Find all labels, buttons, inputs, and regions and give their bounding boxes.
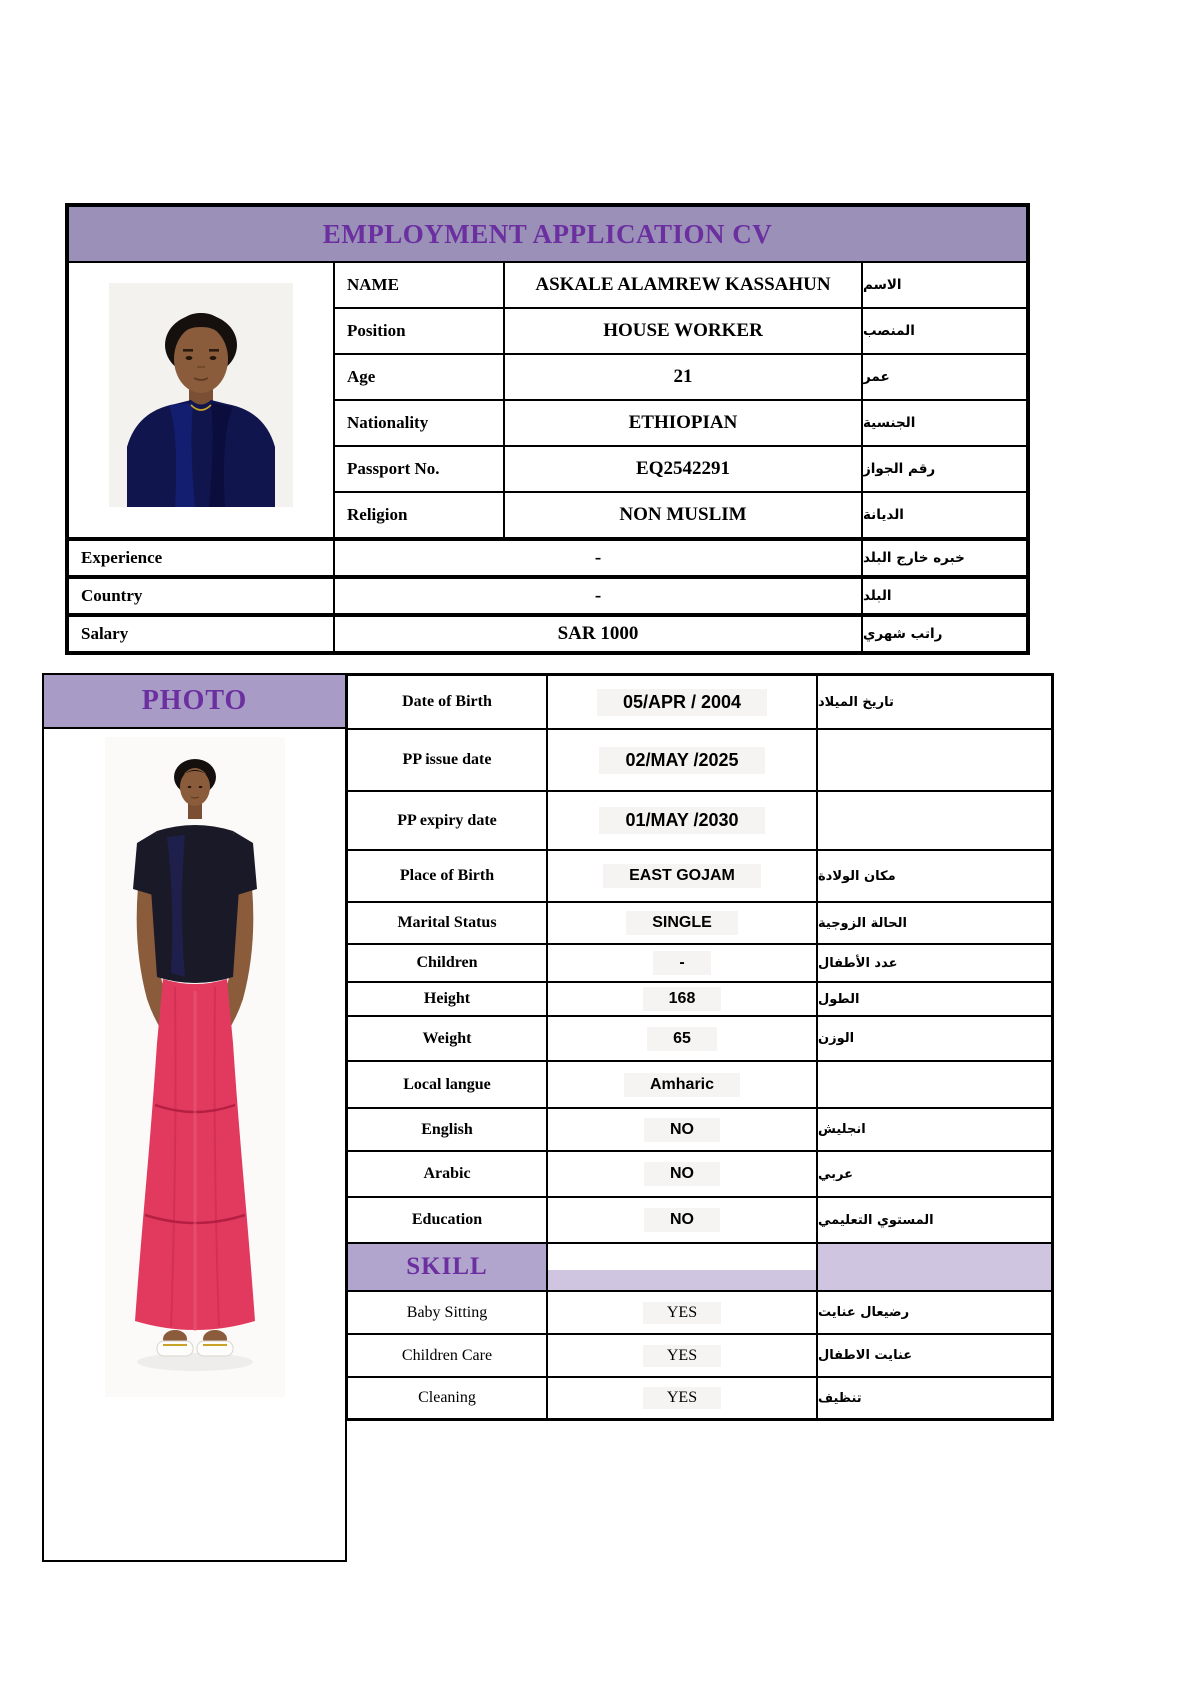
field-label-arabic: رقم الجواز <box>862 446 1027 492</box>
photo-column <box>42 673 347 1562</box>
top-table <box>65 203 1030 655</box>
skill-label: Cleaning <box>347 1377 547 1419</box>
field-label-arabic: المنصب <box>862 308 1027 354</box>
value-text: 168 <box>643 987 722 1011</box>
field-label: Height <box>347 982 547 1016</box>
skill-header-lavender-strip <box>548 1270 816 1290</box>
field-label: Children <box>347 944 547 982</box>
field-value <box>547 944 817 982</box>
field-label: Date of Birth <box>347 675 547 729</box>
field-label-arabic: المستوي التعليمي <box>817 1197 1052 1243</box>
applicant-headshot-photo <box>68 262 334 538</box>
value-text: SINGLE <box>626 911 738 935</box>
skill-value <box>547 1377 817 1419</box>
field-value <box>547 1108 817 1151</box>
headshot-illustration <box>109 283 293 507</box>
field-label-arabic: عربي <box>817 1151 1052 1197</box>
skill-label: Baby Sitting <box>347 1291 547 1334</box>
field-label: Nationality <box>334 400 504 446</box>
field-value <box>547 902 817 944</box>
field-label-arabic: مكان الولادة <box>817 850 1052 902</box>
field-value <box>547 791 817 850</box>
skill-label-arabic: عنايت الاطفال <box>817 1334 1052 1377</box>
field-value: ETHIOPIAN <box>504 400 862 446</box>
field-label: PP expiry date <box>347 791 547 850</box>
details-table <box>345 673 1054 1421</box>
field-label-arabic: عمر <box>862 354 1027 400</box>
skill-section-header: SKILL <box>347 1243 547 1291</box>
field-label-arabic: الطول <box>817 982 1052 1016</box>
skill-value <box>547 1291 817 1334</box>
field-label-arabic: تاريخ الميلاد <box>817 675 1052 729</box>
value-text: 02/MAY /2025 <box>599 747 764 774</box>
skill-label: Children Care <box>347 1334 547 1377</box>
field-label-arabic: الحالة الزوجية <box>817 902 1052 944</box>
field-label-arabic: راتب شهري <box>862 614 1027 652</box>
field-label-arabic: عدد الأطفال <box>817 944 1052 982</box>
skill-value <box>547 1334 817 1377</box>
field-label-arabic: انجليش <box>817 1108 1052 1151</box>
field-label-arabic: الديانة <box>862 492 1027 538</box>
field-label: Weight <box>347 1016 547 1061</box>
value-text: NO <box>644 1208 720 1232</box>
skill-label-arabic: تنظيف <box>817 1377 1052 1419</box>
field-value <box>547 1197 817 1243</box>
field-label: Education <box>347 1197 547 1243</box>
page-title: EMPLOYMENT APPLICATION CV <box>68 206 1027 262</box>
field-label-arabic: الاسم <box>862 262 1027 308</box>
field-label: Local langue <box>347 1061 547 1108</box>
field-value <box>547 1016 817 1061</box>
value-text: YES <box>643 1302 721 1324</box>
field-value <box>547 850 817 902</box>
value-text: NO <box>644 1118 720 1142</box>
field-value <box>547 729 817 791</box>
field-label: Age <box>334 354 504 400</box>
field-value: - <box>334 576 862 614</box>
value-text: EAST GOJAM <box>603 864 761 888</box>
fullbody-illustration <box>105 737 285 1397</box>
field-label: Experience <box>68 538 334 576</box>
field-label-arabic: خبره خارج البلد <box>862 538 1027 576</box>
value-text: 01/MAY /2030 <box>599 807 764 834</box>
field-label: Place of Birth <box>347 850 547 902</box>
value-text: YES <box>643 1387 721 1409</box>
field-label: Position <box>334 308 504 354</box>
field-label-arabic <box>817 729 1052 791</box>
skill-header-white-area <box>548 1244 816 1270</box>
field-value: ASKALE ALAMREW KASSAHUN <box>504 262 862 308</box>
field-label: NAME <box>334 262 504 308</box>
value-text: Amharic <box>624 1073 740 1097</box>
field-label-arabic: البلد <box>862 576 1027 614</box>
field-value: NON MUSLIM <box>504 492 862 538</box>
field-label: PP issue date <box>347 729 547 791</box>
field-value: SAR 1000 <box>334 614 862 652</box>
field-label: Passport No. <box>334 446 504 492</box>
field-label: Arabic <box>347 1151 547 1197</box>
value-text: 05/APR / 2004 <box>597 689 767 716</box>
field-label: Salary <box>68 614 334 652</box>
field-value <box>547 1151 817 1197</box>
field-value <box>547 675 817 729</box>
field-value: - <box>334 538 862 576</box>
value-text: NO <box>644 1162 720 1186</box>
value-text: 65 <box>647 1027 717 1051</box>
skill-header-middle-cell <box>547 1243 817 1291</box>
applicant-fullbody-photo <box>44 729 345 1397</box>
field-label-arabic: الجنسية <box>862 400 1027 446</box>
field-value <box>547 1061 817 1108</box>
field-value <box>547 982 817 1016</box>
field-label-arabic <box>817 1061 1052 1108</box>
value-text: YES <box>643 1345 721 1367</box>
field-label: English <box>347 1108 547 1151</box>
field-value: HOUSE WORKER <box>504 308 862 354</box>
field-label-arabic: الوزن <box>817 1016 1052 1061</box>
field-value: 21 <box>504 354 862 400</box>
value-text: - <box>653 951 710 975</box>
photo-section-header: PHOTO <box>44 675 345 729</box>
skill-header-arabic-cell <box>817 1243 1052 1291</box>
skill-label-arabic: رضيعال عنايت <box>817 1291 1052 1334</box>
field-label: Country <box>68 576 334 614</box>
field-label: Religion <box>334 492 504 538</box>
field-label: Marital Status <box>347 902 547 944</box>
field-value: EQ2542291 <box>504 446 862 492</box>
field-label-arabic <box>817 791 1052 850</box>
